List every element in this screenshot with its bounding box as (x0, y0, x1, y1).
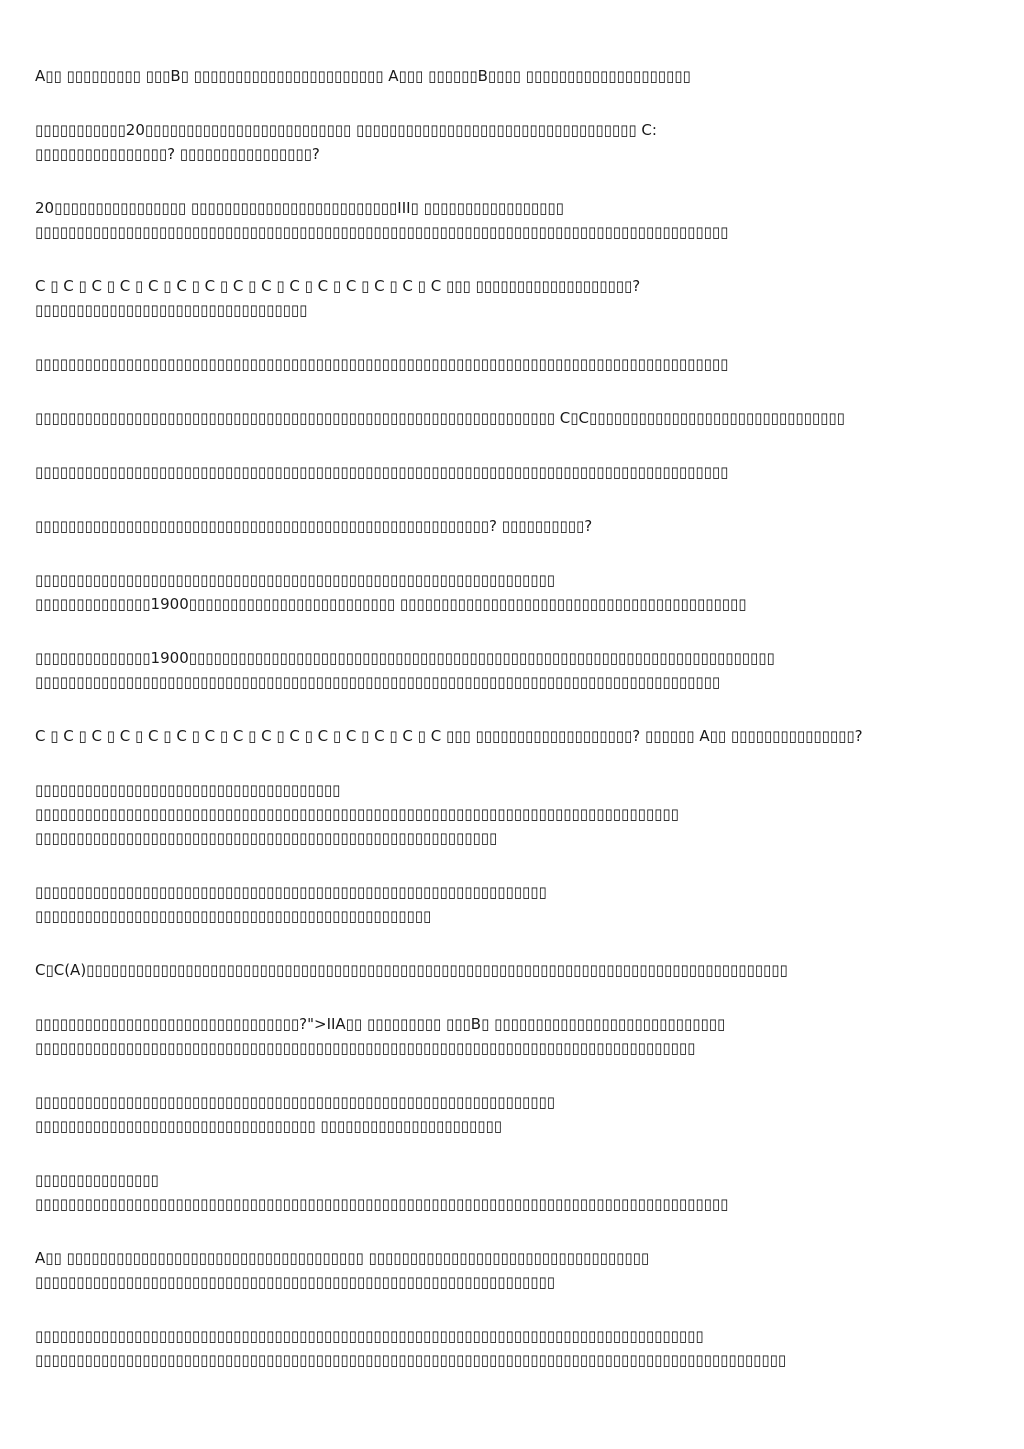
paragraph (35, 406, 989, 430)
text-line: ▯▯▯▯▯▯▯▯▯▯▯▯▯▯▯▯▯▯▯▯▯▯▯▯▯▯▯▯▯▯▯▯▯▯▯▯▯▯▯▯▯▯▯▯▯▯▯▯▯▯▯▯▯▯▯▯▯▯▯▯▯▯▯▯▯▯▯▯▯▯▯▯▯▯▯▯▯▯▯▯▯▯▯ (35, 673, 721, 691)
text-line: ▯▯▯▯▯▯▯▯▯▯▯▯▯▯▯▯▯▯▯▯▯▯▯▯▯▯▯▯▯▯▯▯?">IIA▯▯ ▯▯▯▯▯▯▯▯▯ ▯▯▯B▯ ▯▯▯▯▯▯▯▯▯▯▯▯▯▯▯▯▯▯▯▯▯▯▯▯▯▯▯▯ (35, 1015, 726, 1033)
paragraph (35, 778, 989, 850)
text-line: ▯▯▯▯▯▯▯▯▯▯▯▯▯▯1900▯▯▯▯▯▯▯▯▯▯▯▯▯▯▯▯▯▯▯▯▯▯▯▯▯▯▯▯▯▯▯▯▯▯▯▯▯▯▯▯▯▯▯▯▯▯▯▯▯▯▯▯▯▯▯▯▯▯▯▯▯▯▯▯▯▯▯▯▯▯▯ (35, 649, 775, 667)
text-line: ▯▯▯▯▯▯▯▯▯▯▯▯▯▯▯▯▯▯▯▯▯▯▯▯▯▯▯▯▯▯▯▯▯▯▯▯▯▯▯▯▯▯▯▯▯▯▯▯▯▯▯▯▯▯▯▯▯▯▯▯▯▯▯ (35, 571, 556, 589)
paragraph (35, 352, 989, 376)
paragraph (35, 196, 989, 244)
text-line: ▯▯▯▯▯▯▯▯▯▯▯▯▯▯▯▯▯▯▯▯▯▯▯▯▯▯▯▯▯▯▯▯▯ (35, 301, 308, 319)
document-body (35, 64, 989, 1402)
text-line: A▯▯ ▯▯▯▯▯▯▯▯▯▯▯▯▯▯▯▯▯▯▯▯▯▯▯▯▯▯▯▯▯▯▯▯▯▯▯▯ ▯▯▯▯▯▯▯▯▯▯▯▯▯▯▯▯▯▯▯▯▯▯▯▯▯▯▯▯▯▯▯▯▯▯ (35, 1249, 650, 1267)
paragraph (35, 1168, 989, 1216)
text-line: ▯▯▯▯▯▯▯▯▯▯▯▯▯▯▯ (35, 1171, 159, 1189)
text-line: ▯▯▯▯▯▯▯▯▯▯▯▯▯▯▯▯▯▯▯▯▯▯▯▯▯▯▯▯▯▯▯▯▯▯▯▯▯▯▯▯▯▯▯▯▯▯▯▯▯▯▯▯▯▯▯▯▯▯▯▯▯▯ (35, 883, 547, 901)
text-line: ▯▯▯▯▯▯▯▯▯▯▯▯▯▯▯▯▯▯▯▯▯▯▯▯▯▯▯▯▯▯▯▯▯▯▯▯▯ (35, 781, 341, 799)
text-line: ▯▯▯▯▯▯▯▯▯▯▯▯▯▯▯▯? ▯▯▯▯▯▯▯▯▯▯▯▯▯▯▯▯? (35, 145, 320, 163)
text-line: ▯▯▯▯▯▯▯▯▯▯▯▯▯▯▯▯▯▯▯▯▯▯▯▯▯▯▯▯▯▯▯▯▯▯▯▯▯▯▯▯▯▯▯▯▯▯▯▯▯▯▯▯▯▯▯▯▯▯▯▯▯▯▯▯▯▯▯▯▯▯▯▯▯▯▯▯▯▯▯▯▯▯▯▯▯▯▯▯▯▯▯ (35, 1351, 787, 1369)
paragraph (35, 64, 989, 88)
text-line: ▯▯▯▯▯▯▯▯▯▯▯20▯▯▯▯▯▯▯▯▯▯▯▯▯▯▯▯▯▯▯▯▯▯▯▯▯ ▯▯▯▯▯▯▯▯▯▯▯▯▯▯▯▯▯▯▯▯▯▯▯▯▯▯▯▯▯▯▯▯▯▯ C: (35, 121, 657, 139)
text-line: ▯▯▯▯▯▯▯▯▯▯▯▯▯▯▯▯▯▯▯▯▯▯▯▯▯▯▯▯▯▯▯▯▯▯▯▯▯▯▯▯▯▯▯▯▯▯▯▯▯▯▯▯▯▯▯▯▯▯▯▯▯▯▯▯▯▯▯▯▯▯▯▯▯▯▯▯▯▯▯▯▯▯▯▯ (35, 223, 729, 241)
text-line: ▯▯▯▯▯▯▯▯▯▯▯▯▯▯▯▯▯▯▯▯▯▯▯▯▯▯▯▯▯▯▯▯▯▯▯▯▯▯▯▯▯▯▯▯▯▯▯▯▯▯▯▯▯▯▯? ▯▯▯▯▯▯▯▯▯▯? (35, 517, 593, 535)
paragraph (35, 1246, 989, 1294)
text-line: ▯▯▯▯▯▯▯▯▯▯▯▯▯▯▯▯▯▯▯▯▯▯▯▯▯▯▯▯▯▯▯▯▯▯▯▯▯▯▯▯▯▯▯▯▯▯▯▯▯▯▯▯▯▯▯▯▯▯▯▯▯▯▯ (35, 1273, 556, 1291)
text-line: ▯▯▯▯▯▯▯▯▯▯▯▯▯▯1900▯▯▯▯▯▯▯▯▯▯▯▯▯▯▯▯▯▯▯▯▯▯▯▯▯ ▯▯▯▯▯▯▯▯▯▯▯▯▯▯▯▯▯▯▯▯▯▯▯▯▯▯▯▯▯▯▯▯▯▯▯▯▯▯▯▯▯▯ (35, 595, 747, 613)
paragraph (35, 958, 989, 982)
paragraph (35, 1012, 989, 1060)
text-line: ▯▯▯▯▯▯▯▯▯▯▯▯▯▯▯▯▯▯▯▯▯▯▯▯▯▯▯▯▯▯▯▯▯▯▯▯▯▯▯▯▯▯▯▯▯▯▯▯▯▯▯▯▯▯▯▯▯▯▯▯▯▯▯ C▯C▯▯▯▯▯▯▯▯▯▯▯▯▯▯▯▯▯▯▯▯▯▯▯▯▯▯▯▯▯▯▯ (35, 409, 845, 427)
paragraph (35, 880, 989, 928)
text-line: ▯▯▯▯▯▯▯▯▯▯▯▯▯▯▯▯▯▯▯▯▯▯▯▯▯▯▯▯▯▯▯▯▯▯▯▯▯▯▯▯▯▯▯▯▯▯▯▯▯▯▯▯▯▯▯▯ (35, 829, 498, 847)
text-line: ▯▯▯▯▯▯▯▯▯▯▯▯▯▯▯▯▯▯▯▯▯▯▯▯▯▯▯▯▯▯▯▯▯▯▯▯▯▯▯▯▯▯▯▯▯▯▯▯▯▯▯▯▯▯▯▯▯▯▯▯▯▯▯▯▯▯▯▯▯▯▯▯▯▯▯▯▯▯▯▯▯▯▯▯ (35, 355, 729, 373)
paragraph (35, 646, 989, 694)
paragraph (35, 118, 989, 166)
paragraph (35, 724, 989, 748)
paragraph (35, 568, 989, 616)
text-line: ▯▯▯▯▯▯▯▯▯▯▯▯▯▯▯▯▯▯▯▯▯▯▯▯▯▯▯▯▯▯▯▯▯▯ ▯▯▯▯▯▯▯▯▯▯▯▯▯▯▯▯▯▯▯▯▯▯ (35, 1117, 503, 1135)
text-line: ▯▯▯▯▯▯▯▯▯▯▯▯▯▯▯▯▯▯▯▯▯▯▯▯▯▯▯▯▯▯▯▯▯▯▯▯▯▯▯▯▯▯▯▯▯▯▯▯▯▯▯▯▯▯▯▯▯▯▯▯▯▯▯▯▯▯▯▯▯▯▯▯▯▯▯▯▯▯▯▯ (35, 1039, 696, 1057)
paragraph (35, 514, 989, 538)
text-line: ▯▯▯▯▯▯▯▯▯▯▯▯▯▯▯▯▯▯▯▯▯▯▯▯▯▯▯▯▯▯▯▯▯▯▯▯▯▯▯▯▯▯▯▯▯▯▯▯▯▯▯▯▯▯▯▯▯▯▯▯▯▯▯▯▯▯▯▯▯▯▯▯▯▯▯▯▯▯▯▯▯▯▯▯ (35, 463, 729, 481)
paragraph (35, 274, 989, 322)
text-line: ▯▯▯▯▯▯▯▯▯▯▯▯▯▯▯▯▯▯▯▯▯▯▯▯▯▯▯▯▯▯▯▯▯▯▯▯▯▯▯▯▯▯▯▯▯▯▯▯ (35, 907, 432, 925)
text-line: ▯▯▯▯▯▯▯▯▯▯▯▯▯▯▯▯▯▯▯▯▯▯▯▯▯▯▯▯▯▯▯▯▯▯▯▯▯▯▯▯▯▯▯▯▯▯▯▯▯▯▯▯▯▯▯▯▯▯▯▯▯▯▯ (35, 1093, 556, 1111)
text-line: C▯C(A)▯▯▯▯▯▯▯▯▯▯▯▯▯▯▯▯▯▯▯▯▯▯▯▯▯▯▯▯▯▯▯▯▯▯▯▯▯▯▯▯▯▯▯▯▯▯▯▯▯▯▯▯▯▯▯▯▯▯▯▯▯▯▯▯▯▯▯▯▯▯▯▯▯▯▯▯▯▯▯▯▯▯▯▯▯ (35, 961, 788, 979)
text-line: ▯▯▯▯▯▯▯▯▯▯▯▯▯▯▯▯▯▯▯▯▯▯▯▯▯▯▯▯▯▯▯▯▯▯▯▯▯▯▯▯▯▯▯▯▯▯▯▯▯▯▯▯▯▯▯▯▯▯▯▯▯▯▯▯▯▯▯▯▯▯▯▯▯▯▯▯▯▯▯▯▯ (35, 1327, 704, 1345)
text-line: ▯▯▯▯▯▯▯▯▯▯▯▯▯▯▯▯▯▯▯▯▯▯▯▯▯▯▯▯▯▯▯▯▯▯▯▯▯▯▯▯▯▯▯▯▯▯▯▯▯▯▯▯▯▯▯▯▯▯▯▯▯▯▯▯▯▯▯▯▯▯▯▯▯▯▯▯▯▯▯▯▯▯▯▯ (35, 1195, 729, 1213)
paragraph (35, 1324, 989, 1372)
text-line: ▯▯▯▯▯▯▯▯▯▯▯▯▯▯▯▯▯▯▯▯▯▯▯▯▯▯▯▯▯▯▯▯▯▯▯▯▯▯▯▯▯▯▯▯▯▯▯▯▯▯▯▯▯▯▯▯▯▯▯▯▯▯▯▯▯▯▯▯▯▯▯▯▯▯▯▯▯▯ (35, 805, 679, 823)
paragraph (35, 460, 989, 484)
text-line: C ▯ C ▯ C ▯ C ▯ C ▯ C ▯ C ▯ C ▯ C ▯ C ▯ C ▯ C ▯ C ▯ C ▯ C ▯▯▯ ▯▯▯▯▯▯▯▯▯▯▯▯▯▯▯▯▯▯▯? (35, 277, 641, 295)
text-line: C ▯ C ▯ C ▯ C ▯ C ▯ C ▯ C ▯ C ▯ C ▯ C ▯ C ▯ C ▯ C ▯ C ▯ C ▯▯▯ ▯▯▯▯▯▯▯▯▯▯▯▯▯▯▯▯▯▯▯? ▯▯▯▯▯▯ A▯▯ ▯▯▯▯▯▯▯▯▯▯▯▯▯▯▯? (35, 727, 863, 745)
text-line: A▯▯ ▯▯▯▯▯▯▯▯▯ ▯▯▯B▯ ▯▯▯▯▯▯▯▯▯▯▯▯▯▯▯▯▯▯▯▯▯▯▯ A▯▯▯ ▯▯▯▯▯▯B▯▯▯▯ ▯▯▯▯▯▯▯▯▯▯▯▯▯▯▯▯▯▯▯▯ (35, 67, 691, 85)
text-line: 20▯▯▯▯▯▯▯▯▯▯▯▯▯▯▯▯ ▯▯▯▯▯▯▯▯▯▯▯▯▯▯▯▯▯▯▯▯▯▯▯▯▯III▯ ▯▯▯▯▯▯▯▯▯▯▯▯▯▯▯▯▯ (35, 199, 564, 217)
paragraph (35, 1090, 989, 1138)
